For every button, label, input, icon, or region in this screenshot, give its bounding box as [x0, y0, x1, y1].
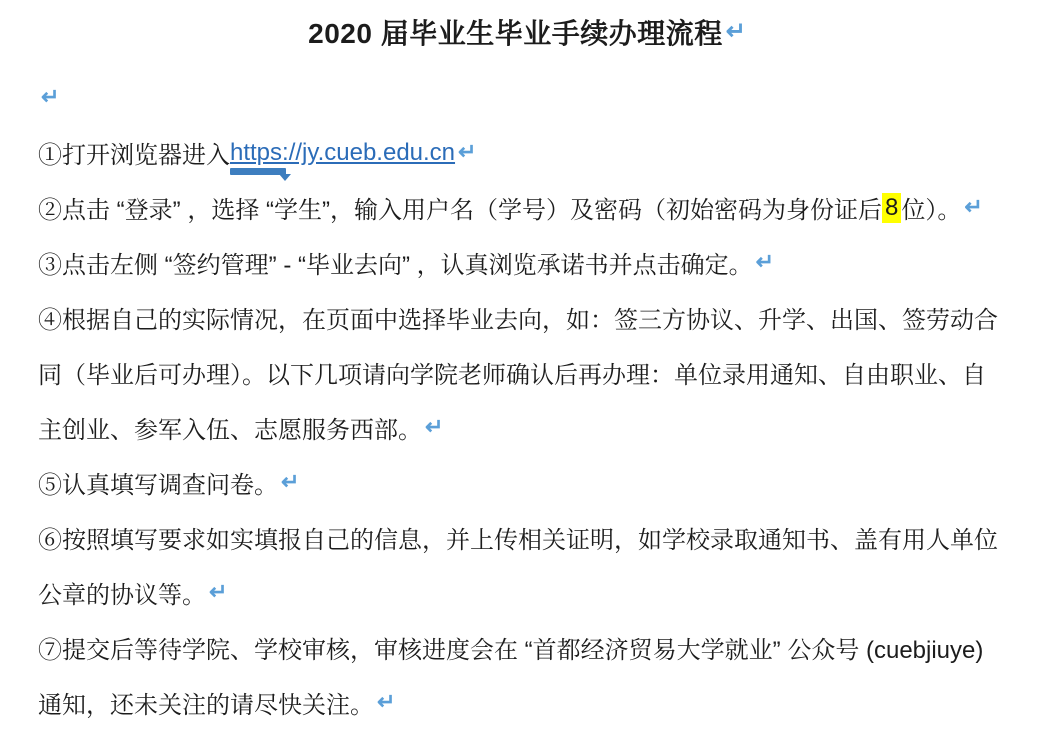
paragraph-mark-icon: ↵	[281, 468, 300, 494]
page-title: 2020 届毕业生毕业手续办理流程	[308, 18, 723, 49]
document-line	[38, 125, 1016, 180]
line-text: ⑥按照填写要求如实填报自己的信息，并上传相关证明，如学校录取通知书、盖有用人单位	[38, 527, 998, 554]
document-line	[38, 675, 1016, 730]
document-line	[38, 565, 1016, 620]
paragraph-mark-icon: ↵	[458, 138, 477, 164]
paragraph-mark-icon: ↵	[425, 413, 444, 439]
line-text: ④根据自己的实际情况，在页面中选择毕业去向，如：签三方协议、升学、出国、签劳动合	[38, 307, 998, 334]
line-text: 公章的协议等。	[38, 582, 206, 609]
highlighted-text: 8	[882, 193, 901, 223]
document-line	[38, 455, 1016, 510]
line-text: ①打开浏览器进入	[38, 142, 230, 169]
document-title-row	[38, 12, 1016, 70]
line-text: 通知，还未关注的请尽快关注。	[38, 692, 374, 719]
paragraph-mark-icon: ↵	[41, 83, 60, 109]
paragraph-mark-icon: ↵	[209, 578, 228, 604]
line-text: ⑤认真填写调查问卷。	[38, 472, 278, 499]
hyperlink-jy-cueb-edu-cn[interactable]: https://jy.cueb.edu.cn	[230, 139, 455, 167]
document-line	[38, 345, 1016, 400]
paragraph-mark-icon: ↵	[964, 193, 983, 219]
line-text: 主创业、参军入伍、志愿服务西部。	[38, 417, 422, 444]
line-text: 同（毕业后可办理）。以下几项请向学院老师确认后再办理：单位录用通知、自由职业、自	[38, 362, 986, 389]
line-text: ③点击左侧 “签约管理” - “毕业去向” ，认真浏览承诺书并点击确定。	[38, 252, 753, 279]
paragraph-mark-icon: ↵	[725, 18, 746, 45]
paragraph-mark-icon: ↵	[377, 688, 396, 714]
autocorrect-indicator[interactable]	[230, 168, 286, 175]
document-line	[38, 180, 1016, 235]
paragraph-mark-icon: ↵	[755, 248, 775, 274]
line-text: 位）。	[901, 197, 962, 224]
document-line	[38, 510, 1016, 565]
line-text: ⑦提交后等待学院、学校审核，审核进度会在 “首都经济贸易大学就业” 公众号 (cuebjiuye)	[38, 637, 984, 664]
document-lines	[38, 70, 1016, 730]
document-line	[38, 70, 1016, 125]
document-line	[38, 400, 1016, 455]
document-line	[38, 290, 1016, 345]
line-text: ②点击 “登录” ，选择 “学生”，输入用户名（学号）及密码（初始密码为身份证后	[38, 197, 882, 224]
document-line	[38, 620, 1016, 675]
document-line	[38, 235, 1016, 290]
